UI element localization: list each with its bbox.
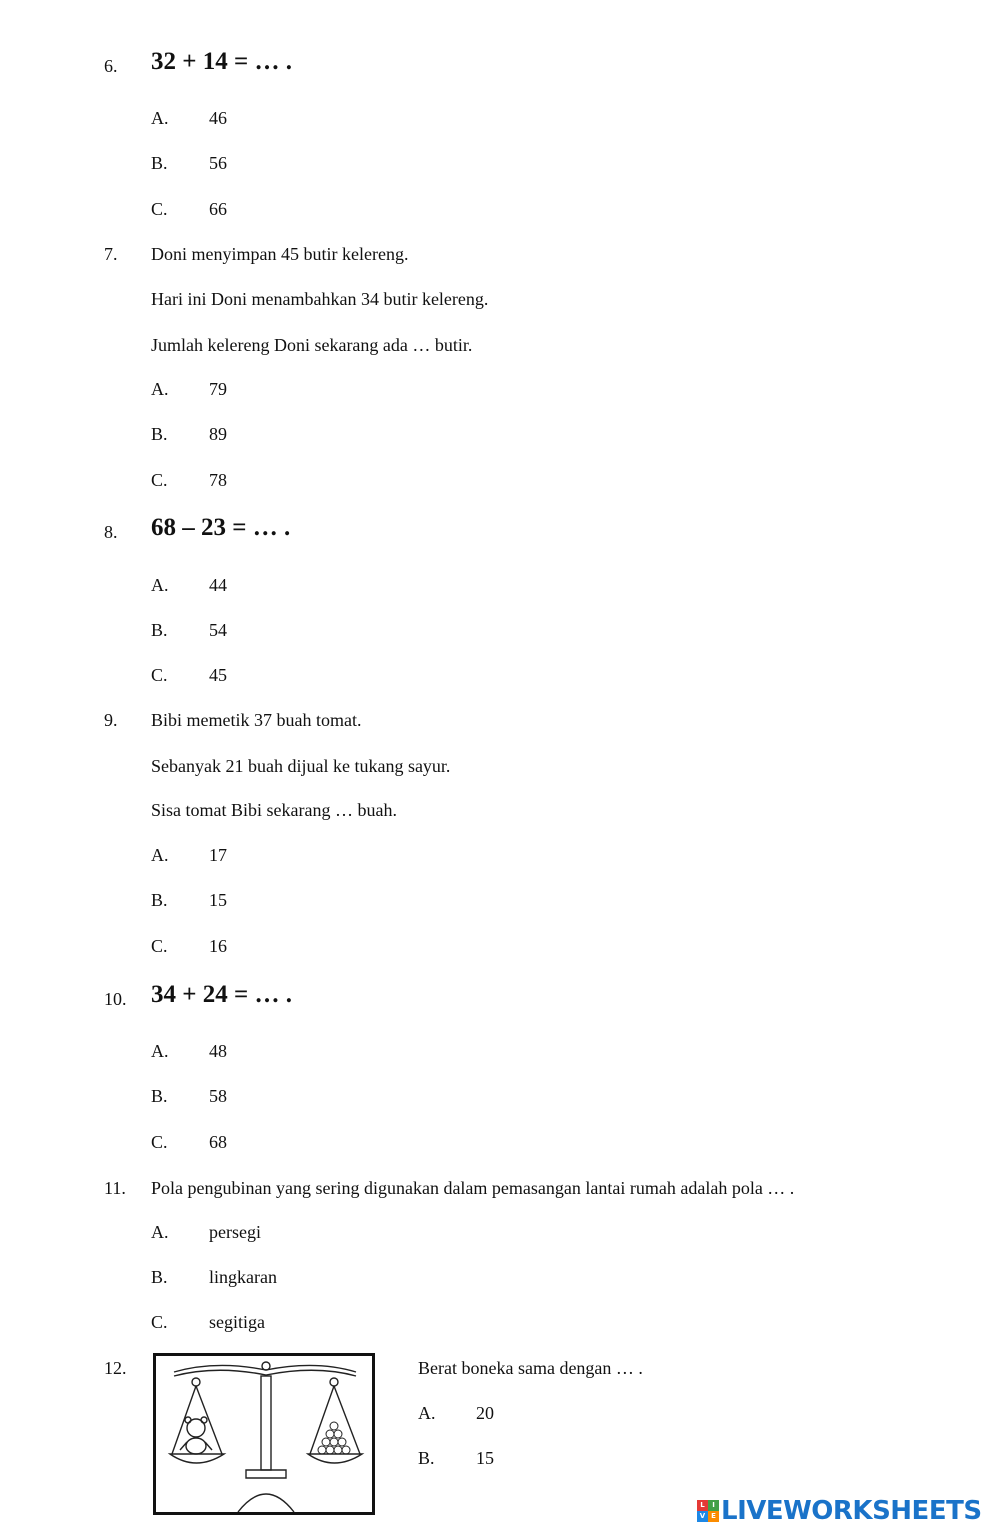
q10-option-c[interactable]: 68 — [209, 1132, 227, 1152]
q10-number: 10. — [104, 989, 127, 1009]
q8-option-b-letter: B. — [151, 620, 168, 640]
q7-number: 7. — [104, 244, 118, 264]
q10-stem: 34 + 24 = … . — [151, 981, 292, 1008]
q12-stem: Berat boneka sama dengan … . — [418, 1358, 643, 1378]
q9-line-1: Bibi memetik 37 buah tomat. — [151, 710, 362, 730]
q6-option-a-letter: A. — [151, 108, 169, 128]
q7-option-c[interactable]: 78 — [209, 470, 227, 490]
q11-option-a-letter: A. — [151, 1222, 169, 1242]
q11-option-a[interactable]: persegi — [209, 1222, 261, 1242]
q11-number: 11. — [104, 1178, 126, 1198]
q10-option-a-letter: A. — [151, 1041, 169, 1061]
q12-option-a[interactable]: 20 — [476, 1403, 494, 1423]
q9-number: 9. — [104, 710, 118, 730]
q8-option-c[interactable]: 45 — [209, 665, 227, 685]
q9-line-2: Sebanyak 21 buah dijual ke tukang sayur. — [151, 756, 451, 776]
q6-number: 6. — [104, 56, 118, 76]
logo-mark-i: I — [708, 1500, 719, 1511]
q10-option-b-letter: B. — [151, 1086, 168, 1106]
q12-option-b[interactable]: 15 — [476, 1448, 494, 1468]
logo-mark-v: V — [697, 1511, 708, 1522]
q6-stem: 32 + 14 = … . — [151, 48, 292, 75]
q7-option-b[interactable]: 89 — [209, 424, 227, 444]
q11-option-c[interactable]: segitiga — [209, 1312, 265, 1332]
q10-option-b[interactable]: 58 — [209, 1086, 227, 1106]
q11-option-c-letter: C. — [151, 1312, 168, 1332]
q6-option-a[interactable]: 46 — [209, 108, 227, 128]
q7-line-2: Hari ini Doni menambahkan 34 butir kelereng. — [151, 289, 489, 309]
q12-option-b-letter: B. — [418, 1448, 435, 1468]
q9-option-a[interactable]: 17 — [209, 845, 227, 865]
q8-option-a[interactable]: 44 — [209, 575, 227, 595]
liveworksheets-logo — [697, 1494, 982, 1528]
q8-option-c-letter: C. — [151, 665, 168, 685]
q8-option-b[interactable]: 54 — [209, 620, 227, 640]
q10-option-c-letter: C. — [151, 1132, 168, 1152]
liveworksheets-wordmark: LIVEWORKSHEETS — [721, 1496, 982, 1526]
q7-option-b-letter: B. — [151, 424, 168, 444]
q9-option-b[interactable]: 15 — [209, 890, 227, 910]
q8-stem: 68 – 23 = … . — [151, 514, 291, 541]
q7-line-3: Jumlah kelereng Doni sekarang ada … butir. — [151, 335, 473, 355]
q11-stem: Pola pengubinan yang sering digunakan dalam pemasangan lantai rumah adalah pola … . — [151, 1178, 795, 1198]
balance-scale-image — [153, 1353, 375, 1515]
q9-option-a-letter: A. — [151, 845, 169, 865]
q6-option-b-letter: B. — [151, 153, 168, 173]
q7-option-a-letter: A. — [151, 379, 169, 399]
q11-option-b-letter: B. — [151, 1267, 168, 1287]
logo-mark-e: E — [708, 1511, 719, 1522]
q9-option-c[interactable]: 16 — [209, 936, 227, 956]
q9-line-3: Sisa tomat Bibi sekarang … buah. — [151, 800, 397, 820]
q6-option-c-letter: C. — [151, 199, 168, 219]
q11-option-b[interactable]: lingkaran — [209, 1267, 277, 1287]
q10-option-a[interactable]: 48 — [209, 1041, 227, 1061]
q7-line-1: Doni menyimpan 45 butir kelereng. — [151, 244, 409, 264]
q9-option-b-letter: B. — [151, 890, 168, 910]
q8-number: 8. — [104, 522, 118, 542]
q6-option-c[interactable]: 66 — [209, 199, 227, 219]
liveworksheets-mark-icon — [697, 1500, 719, 1522]
q7-option-c-letter: C. — [151, 470, 168, 490]
q12-number: 12. — [104, 1358, 127, 1378]
q6-option-b[interactable]: 56 — [209, 153, 227, 173]
q8-option-a-letter: A. — [151, 575, 169, 595]
balance-scale-icon — [156, 1356, 372, 1512]
q7-option-a[interactable]: 79 — [209, 379, 227, 399]
q9-option-c-letter: C. — [151, 936, 168, 956]
q12-option-a-letter: A. — [418, 1403, 436, 1423]
logo-mark-l: L — [697, 1500, 708, 1511]
